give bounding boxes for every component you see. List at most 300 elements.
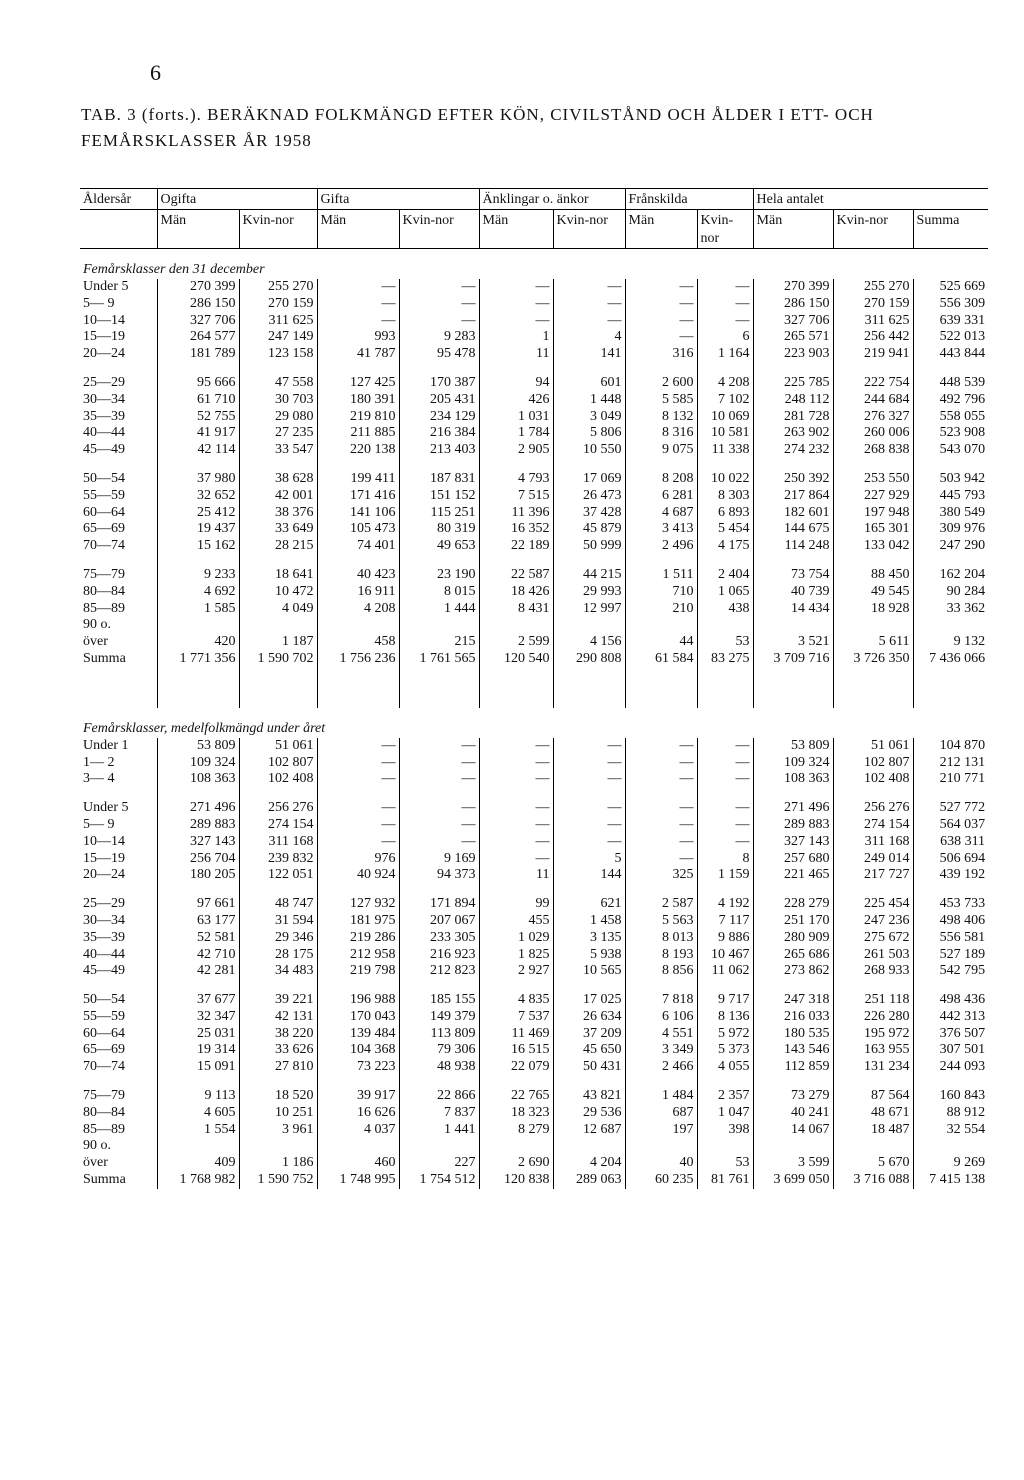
section-title: Femårsklasser, medelfolkmängd under året (83, 720, 326, 736)
table-cell: 95 478 (399, 346, 479, 363)
header-sub: Män (157, 210, 239, 249)
table-row (80, 617, 988, 634)
table-cell: 1 784 (479, 425, 553, 442)
table-cell (913, 617, 988, 634)
table-cell: 558 055 (913, 409, 988, 426)
table-cell: 44 (625, 634, 697, 651)
table-cell: 1 484 (625, 1088, 697, 1105)
table-cell: 215 (399, 634, 479, 651)
table-cell: 162 204 (913, 567, 988, 584)
table-cell: 40 423 (317, 567, 399, 584)
table-cell (399, 617, 479, 634)
table-cell: 28 215 (239, 538, 317, 555)
table-cell: 25 412 (157, 505, 239, 522)
table-cell: 4 793 (479, 471, 553, 488)
row-age-label: 55—59 (83, 487, 125, 503)
table-cell: 1 554 (157, 1122, 239, 1139)
table-cell: 4 835 (479, 992, 553, 1009)
table-cell: 182 601 (753, 505, 833, 522)
header-group-anklingar: Änklingar o. änkor (479, 189, 625, 210)
table-cell: 3 709 716 (753, 651, 833, 668)
row-age-label: 45—49 (83, 442, 125, 458)
table-cell: 1 585 (157, 601, 239, 618)
spacer-row (80, 788, 988, 800)
row-age-label: 60—64 (83, 1025, 125, 1041)
table-cell: 8 136 (697, 1009, 753, 1026)
table-cell: 63 177 (157, 913, 239, 930)
table-cell: 289 883 (157, 817, 239, 834)
header-sub: Män (625, 210, 697, 249)
table-cell: 18 641 (239, 567, 317, 584)
table-cell: 1 159 (697, 867, 753, 884)
table-cell: — (697, 313, 753, 330)
table-row (80, 851, 988, 868)
table-cell: 114 248 (753, 538, 833, 555)
table-cell: 73 754 (753, 567, 833, 584)
header-age-blank (80, 210, 157, 249)
table-row (80, 584, 988, 601)
table-cell: 3 599 (753, 1155, 833, 1172)
row-age-label: 85—89 (83, 600, 125, 616)
table-cell: — (697, 296, 753, 313)
spacer-row (80, 1076, 988, 1088)
table-cell: 8 (697, 851, 753, 868)
table-cell: 2 927 (479, 963, 553, 980)
table-cell: 49 653 (399, 538, 479, 555)
table-cell: 40 241 (753, 1105, 833, 1122)
table-cell: 710 (625, 584, 697, 601)
table-cell: 3 135 (553, 930, 625, 947)
table-cell: 7 415 138 (913, 1172, 988, 1189)
table-row (80, 930, 988, 947)
table-cell: — (697, 755, 753, 772)
table-cell: 556 309 (913, 296, 988, 313)
row-age-label: 70—74 (83, 538, 125, 554)
table-cell: 10 581 (697, 425, 753, 442)
table-cell: 325 (625, 867, 697, 884)
table-cell: 273 862 (753, 963, 833, 980)
table-cell: 9 075 (625, 442, 697, 459)
table-cell: 199 411 (317, 471, 399, 488)
table-cell: 88 912 (913, 1105, 988, 1122)
table-cell: 1 031 (479, 409, 553, 426)
table-cell: — (553, 834, 625, 851)
table-cell: 51 061 (833, 738, 913, 755)
table-cell: 253 550 (833, 471, 913, 488)
table-cell: 48 747 (239, 896, 317, 913)
table-cell: 8 208 (625, 471, 697, 488)
table-cell: 503 942 (913, 471, 988, 488)
table-cell (833, 617, 913, 634)
table-cell: 247 290 (913, 538, 988, 555)
table-cell: 11 062 (697, 963, 753, 980)
table-cell: 25 031 (157, 1026, 239, 1043)
table-cell: 2 357 (697, 1088, 753, 1105)
table-cell: — (317, 296, 399, 313)
table-cell: 257 680 (753, 851, 833, 868)
table-row (80, 313, 988, 330)
table-cell: 251 170 (753, 913, 833, 930)
table-cell: 2 599 (479, 634, 553, 651)
table-cell: 222 754 (833, 375, 913, 392)
table-cell: 2 496 (625, 538, 697, 555)
table-cell: 22 587 (479, 567, 553, 584)
row-age-label: över (83, 1155, 108, 1171)
table-row (80, 1138, 988, 1155)
table-cell: 268 933 (833, 963, 913, 980)
table-cell: 219 798 (317, 963, 399, 980)
table-cell: 26 473 (553, 488, 625, 505)
table-cell: 31 594 (239, 913, 317, 930)
table-cell (479, 617, 553, 634)
table-cell: 22 765 (479, 1088, 553, 1105)
table-cell: 7 102 (697, 392, 753, 409)
header-sub: Kvin-nor (833, 210, 913, 249)
table-cell: 219 941 (833, 346, 913, 363)
table-cell: 5 (553, 851, 625, 868)
table-row (80, 1042, 988, 1059)
table-cell: 3 699 050 (753, 1172, 833, 1189)
table-cell: 1 754 512 (399, 1172, 479, 1189)
table-cell: 213 403 (399, 442, 479, 459)
header-sub: Kvin-nor (553, 210, 625, 249)
table-cell: — (479, 313, 553, 330)
table-cell: 234 129 (399, 409, 479, 426)
table-cell: 42 114 (157, 442, 239, 459)
table-cell: 251 118 (833, 992, 913, 1009)
table-cell: 458 (317, 634, 399, 651)
table-body (80, 249, 988, 1189)
row-age-label: 15—19 (83, 850, 125, 866)
table-cell: 219 810 (317, 409, 399, 426)
table-cell: 286 150 (753, 296, 833, 313)
table-cell (753, 1138, 833, 1155)
table-cell: 1 771 356 (157, 651, 239, 668)
table-cell: — (399, 279, 479, 296)
table-cell (317, 617, 399, 634)
table-cell: 207 067 (399, 913, 479, 930)
row-age-label: Under 1 (83, 737, 129, 753)
table-cell: 108 363 (753, 771, 833, 788)
table-cell: — (479, 755, 553, 772)
row-age-label: 75—79 (83, 1088, 125, 1104)
table-cell: 8 316 (625, 425, 697, 442)
table-cell: 1 590 702 (239, 651, 317, 668)
header-sub: Män (479, 210, 553, 249)
table-cell: 498 436 (913, 992, 988, 1009)
table-cell: 144 675 (753, 521, 833, 538)
header-sub: Summa (913, 210, 988, 249)
table-cell (625, 1138, 697, 1155)
table-cell: 522 013 (913, 329, 988, 346)
table-cell: 9 233 (157, 567, 239, 584)
table-row (80, 834, 988, 851)
table-cell: 22 189 (479, 538, 553, 555)
table-cell: 4 (553, 329, 625, 346)
table-cell: 9 886 (697, 930, 753, 947)
table-cell: — (399, 817, 479, 834)
table-cell: 1 187 (239, 634, 317, 651)
table-cell: 104 368 (317, 1042, 399, 1059)
table-cell: 455 (479, 913, 553, 930)
table-cell (913, 1138, 988, 1155)
table-cell: 16 626 (317, 1105, 399, 1122)
table-cell: 4 687 (625, 505, 697, 522)
table-cell: 127 425 (317, 375, 399, 392)
table-cell: 442 313 (913, 1009, 988, 1026)
table-row (80, 567, 988, 584)
table-cell: 286 150 (157, 296, 239, 313)
table-cell: 10 472 (239, 584, 317, 601)
table-cell: — (625, 851, 697, 868)
row-age-label: 30—34 (83, 391, 125, 407)
table-cell: 8 431 (479, 601, 553, 618)
table-cell: 227 (399, 1155, 479, 1172)
table-cell: 149 379 (399, 1009, 479, 1026)
table-cell: 165 301 (833, 521, 913, 538)
table-cell: 61 584 (625, 651, 697, 668)
table-cell: 185 155 (399, 992, 479, 1009)
table-cell: 564 037 (913, 817, 988, 834)
table-cell: 7 436 066 (913, 651, 988, 668)
header-sub: Män (317, 210, 399, 249)
table-cell (753, 617, 833, 634)
table-cell: 2 404 (697, 567, 753, 584)
table-cell (317, 1138, 399, 1155)
table-cell: 438 (697, 601, 753, 618)
table-cell: — (625, 296, 697, 313)
table-cell: 9 132 (913, 634, 988, 651)
table-cell: 28 175 (239, 947, 317, 964)
table-cell: 45 879 (553, 521, 625, 538)
table-cell: 112 859 (753, 1059, 833, 1076)
table-cell: 30 703 (239, 392, 317, 409)
table-row (80, 634, 988, 651)
table-cell: 11 469 (479, 1026, 553, 1043)
table-cell: 8 013 (625, 930, 697, 947)
table-cell: 244 684 (833, 392, 913, 409)
section-title: Femårsklasser den 31 december (83, 262, 265, 278)
table-cell: 50 431 (553, 1059, 625, 1076)
table-cell: — (553, 800, 625, 817)
table-row (80, 1088, 988, 1105)
table-row (80, 1059, 988, 1076)
table-cell: — (625, 800, 697, 817)
table-cell: 244 093 (913, 1059, 988, 1076)
table-cell: 16 515 (479, 1042, 553, 1059)
table-cell: — (625, 817, 697, 834)
section-title-row (80, 708, 988, 738)
table-row (80, 296, 988, 313)
table-cell: 11 (479, 346, 553, 363)
table-cell: 171 416 (317, 488, 399, 505)
table-cell: 4 049 (239, 601, 317, 618)
header-group-gifta: Gifta (317, 189, 479, 210)
table-cell: 274 154 (833, 817, 913, 834)
table-cell: 260 006 (833, 425, 913, 442)
table-cell: — (399, 834, 479, 851)
table-cell: 10 022 (697, 471, 753, 488)
table-cell: 42 710 (157, 947, 239, 964)
table-cell: 53 (697, 634, 753, 651)
table-cell: 33 649 (239, 521, 317, 538)
table-cell: 48 671 (833, 1105, 913, 1122)
table-cell: 14 434 (753, 601, 833, 618)
row-age-label: 65—69 (83, 1042, 125, 1058)
spacer-row (80, 363, 988, 375)
table-cell: 1 756 236 (317, 651, 399, 668)
row-age-label: 55—59 (83, 1008, 125, 1024)
table-cell: 94 373 (399, 867, 479, 884)
table-cell: 525 669 (913, 279, 988, 296)
table-cell: — (697, 800, 753, 817)
page-number: 6 (150, 60, 161, 85)
row-age-label: 65—69 (83, 521, 125, 537)
table-row (80, 1172, 988, 1189)
table-row (80, 1026, 988, 1043)
row-age-label: över (83, 634, 108, 650)
table-cell: 15 091 (157, 1059, 239, 1076)
row-age-label: 15—19 (83, 329, 125, 345)
table-cell: 39 917 (317, 1088, 399, 1105)
table-cell: 181 975 (317, 913, 399, 930)
table-cell: — (399, 296, 479, 313)
table-cell: 40 924 (317, 867, 399, 884)
table-cell: 1 065 (697, 584, 753, 601)
table-cell: 90 284 (913, 584, 988, 601)
table-cell: 8 279 (479, 1122, 553, 1139)
row-age-label: 35—39 (83, 929, 125, 945)
table-cell: 87 564 (833, 1088, 913, 1105)
table-row (80, 346, 988, 363)
table-cell: 227 929 (833, 488, 913, 505)
table-cell: 60 235 (625, 1172, 697, 1189)
table-cell: 3 349 (625, 1042, 697, 1059)
table-cell (479, 1138, 553, 1155)
table-cell: 108 363 (157, 771, 239, 788)
table-cell: 53 809 (157, 738, 239, 755)
table-cell: 38 220 (239, 1026, 317, 1043)
table-cell: 426 (479, 392, 553, 409)
table-cell: 1 (479, 329, 553, 346)
table-cell (157, 1138, 239, 1155)
table-cell: — (553, 817, 625, 834)
table-cell: 16 911 (317, 584, 399, 601)
table-cell: 212 131 (913, 755, 988, 772)
table-cell: 448 539 (913, 375, 988, 392)
table-row (80, 913, 988, 930)
table-cell: 261 503 (833, 947, 913, 964)
table-cell: 34 483 (239, 963, 317, 980)
table-cell: 542 795 (913, 963, 988, 980)
table-cell: 7 117 (697, 913, 753, 930)
table-cell: — (553, 738, 625, 755)
table-cell: 32 554 (913, 1122, 988, 1139)
header-sub: Män (753, 210, 833, 249)
table-cell: 163 955 (833, 1042, 913, 1059)
table-cell: — (625, 771, 697, 788)
row-age-label: 40—44 (83, 425, 125, 441)
table-cell: 976 (317, 851, 399, 868)
table-cell: 47 558 (239, 375, 317, 392)
table-cell (625, 617, 697, 634)
table-cell: — (399, 313, 479, 330)
table-cell: 18 487 (833, 1122, 913, 1139)
table-cell: 316 (625, 346, 697, 363)
table-cell: — (625, 834, 697, 851)
table-cell: 131 234 (833, 1059, 913, 1076)
spacer-row (80, 980, 988, 992)
table-cell: 307 501 (913, 1042, 988, 1059)
table-cell: 12 687 (553, 1122, 625, 1139)
table-row (80, 800, 988, 817)
table-cell: — (479, 851, 553, 868)
row-age-label: 90 o. (83, 1138, 111, 1154)
row-age-label: 10—14 (83, 312, 125, 328)
table-cell: 4 208 (697, 375, 753, 392)
row-age-label: Under 5 (83, 279, 129, 294)
table-cell: 256 276 (833, 800, 913, 817)
table-cell: 216 923 (399, 947, 479, 964)
table-cell: — (317, 313, 399, 330)
table-cell: — (479, 834, 553, 851)
table-cell: 88 450 (833, 567, 913, 584)
table-cell: 5 938 (553, 947, 625, 964)
table-cell: 187 831 (399, 471, 479, 488)
table-cell: 52 581 (157, 930, 239, 947)
table-cell: 16 352 (479, 521, 553, 538)
table-cell: 160 843 (913, 1088, 988, 1105)
table-cell: 1 448 (553, 392, 625, 409)
table-row (80, 505, 988, 522)
table-cell: 102 807 (833, 755, 913, 772)
table-cell: 268 838 (833, 442, 913, 459)
table-cell: 409 (157, 1155, 239, 1172)
table-cell: 48 938 (399, 1059, 479, 1076)
table-cell: 6 281 (625, 488, 697, 505)
table-cell: 105 473 (317, 521, 399, 538)
table-cell: 492 796 (913, 392, 988, 409)
table-cell: 5 373 (697, 1042, 753, 1059)
table-cell: 311 168 (833, 834, 913, 851)
table-cell: 37 209 (553, 1026, 625, 1043)
table-cell: 180 205 (157, 867, 239, 884)
table-cell: 45 650 (553, 1042, 625, 1059)
table-cell: 38 628 (239, 471, 317, 488)
row-age-label: Summa (83, 1172, 126, 1188)
table-cell: 181 789 (157, 346, 239, 363)
table-cell: 5 585 (625, 392, 697, 409)
table-cell: 3 961 (239, 1122, 317, 1139)
table-row (80, 392, 988, 409)
table-cell: — (399, 738, 479, 755)
table-cell: 9 717 (697, 992, 753, 1009)
spacer-row (80, 459, 988, 471)
table-cell: 2 587 (625, 896, 697, 913)
table-cell: 327 143 (753, 834, 833, 851)
row-age-label: 35—39 (83, 408, 125, 424)
table-cell: 11 396 (479, 505, 553, 522)
table-cell: 5 806 (553, 425, 625, 442)
table-cell: 506 694 (913, 851, 988, 868)
table-cell: 4 551 (625, 1026, 697, 1043)
table-cell: 311 625 (239, 313, 317, 330)
table-cell: — (625, 755, 697, 772)
table-cell: 120 540 (479, 651, 553, 668)
table-cell: 5 972 (697, 1026, 753, 1043)
table-cell: 3 521 (753, 634, 833, 651)
table-cell: 309 976 (913, 521, 988, 538)
